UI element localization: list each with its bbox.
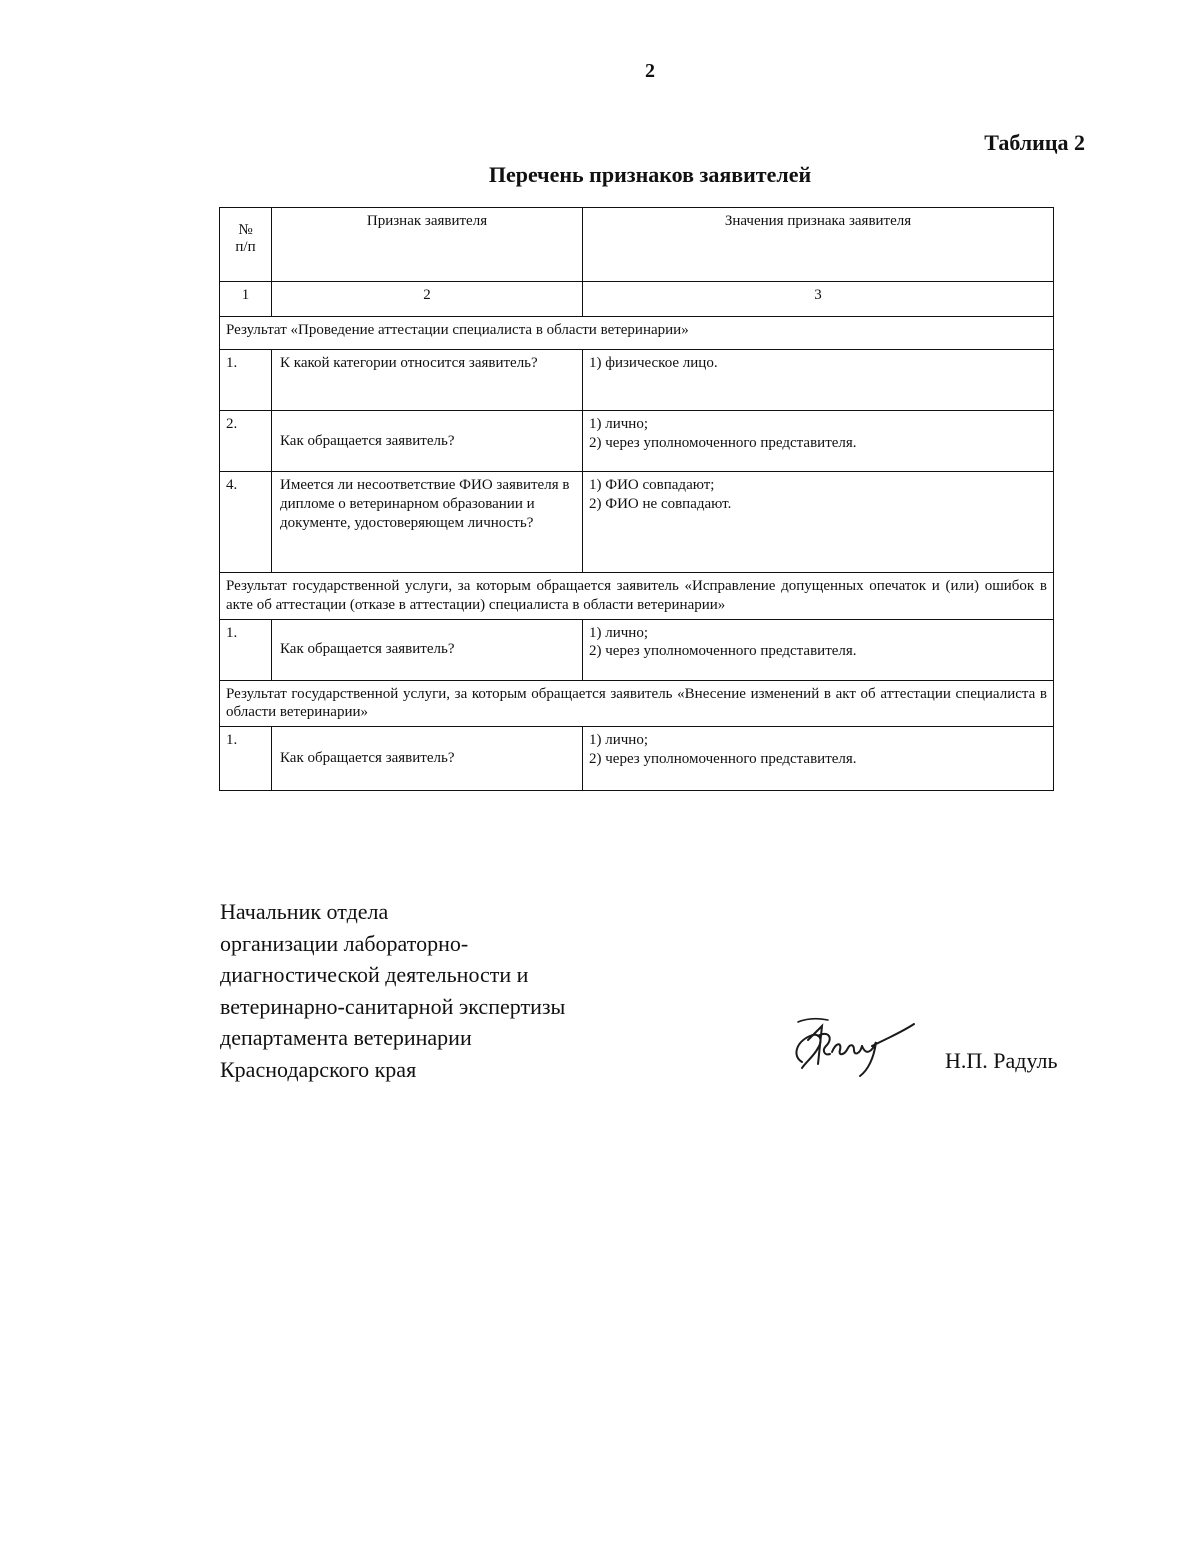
handwritten-signature-icon — [788, 1012, 918, 1082]
header-num-abbr: п/п — [235, 239, 256, 256]
row-values — [583, 619, 1054, 680]
header-sign: Признак заявителя — [272, 208, 583, 282]
row-sign: Как обращается заявитель? — [272, 411, 583, 472]
row-values — [583, 472, 1054, 573]
row-value: 2) ФИО не совпадают. — [589, 495, 732, 512]
position-line: Краснодарского края — [220, 1056, 417, 1082]
table-row — [220, 411, 1054, 472]
signatory-position — [220, 896, 565, 1085]
position-line: Начальник отдела — [220, 899, 389, 924]
section-row — [220, 573, 1054, 620]
column-number: 1 — [220, 282, 272, 317]
section-row — [220, 317, 1054, 350]
row-number: 1. — [220, 619, 272, 680]
table-row — [220, 472, 1054, 573]
section-title: Результат «Проведение аттестации специалиста в области ветеринарии» — [220, 317, 1054, 350]
row-value: 1) лично; — [589, 624, 648, 641]
column-number: 2 — [272, 282, 583, 317]
row-value: 1) физическое лицо. — [589, 355, 718, 371]
row-values — [583, 411, 1054, 472]
position-line: ветеринарно-санитарной экспертизы — [220, 993, 566, 1019]
applicant-signs-table — [219, 207, 1054, 791]
position-line: департамента ветеринарии — [220, 1025, 472, 1050]
header-values: Значения признака заявителя — [583, 208, 1054, 282]
section-title: Результат государственной услуги, за которым обращается заявитель «Исправление допущенных опечаток и (или) ошибок в акте об аттестации (отказе в аттестации) специалиста в области ветеринарии» — [220, 573, 1054, 620]
column-number: 3 — [583, 282, 1054, 317]
table-header-row — [220, 208, 1054, 282]
table-row — [220, 727, 1054, 791]
row-number: 4. — [220, 472, 272, 573]
row-value: 2) через уполномоченного представителя. — [589, 750, 857, 767]
row-sign: Как обращается заявитель? — [272, 619, 583, 680]
row-number: 1. — [220, 350, 272, 411]
column-numbers-row — [220, 282, 1054, 317]
row-value: 1) лично; — [589, 732, 648, 748]
position-line: диагностической деятельности и — [220, 962, 529, 987]
table-label: Таблица 2 — [984, 130, 1085, 155]
row-sign: К какой категории относится заявитель? — [272, 350, 583, 411]
table-row — [220, 619, 1054, 680]
section-title: Результат государственной услуги, за которым обращается заявитель «Внесение изменений в акт об аттестации специалиста в области ветеринарии» — [220, 680, 1054, 727]
row-values — [583, 727, 1054, 791]
header-num — [220, 208, 272, 282]
document-title: Перечень признаков заявителей — [488, 162, 812, 187]
position-line: организации лабораторно- — [220, 930, 469, 956]
row-sign: Имеется ли несоответствие ФИО заявителя в дипломе о ветеринарном образовании и документе, удостоверяющем личность? — [272, 472, 583, 573]
row-sign: Как обращается заявитель? — [272, 727, 583, 791]
row-value: 1) ФИО совпадают; — [589, 477, 715, 493]
header-num-symbol: № — [238, 222, 253, 238]
row-number: 2. — [220, 411, 272, 472]
row-values — [583, 350, 1054, 411]
row-value: 2) через уполномоченного представителя. — [589, 434, 857, 451]
signer-name: Н.П. Радуль — [945, 1048, 1058, 1073]
table-row — [220, 350, 1054, 411]
page-number: 2 — [645, 60, 655, 82]
section-row — [220, 680, 1054, 727]
row-value: 1) лично; — [589, 416, 648, 432]
row-value: 2) через уполномоченного представителя. — [589, 643, 857, 660]
row-number: 1. — [220, 727, 272, 791]
